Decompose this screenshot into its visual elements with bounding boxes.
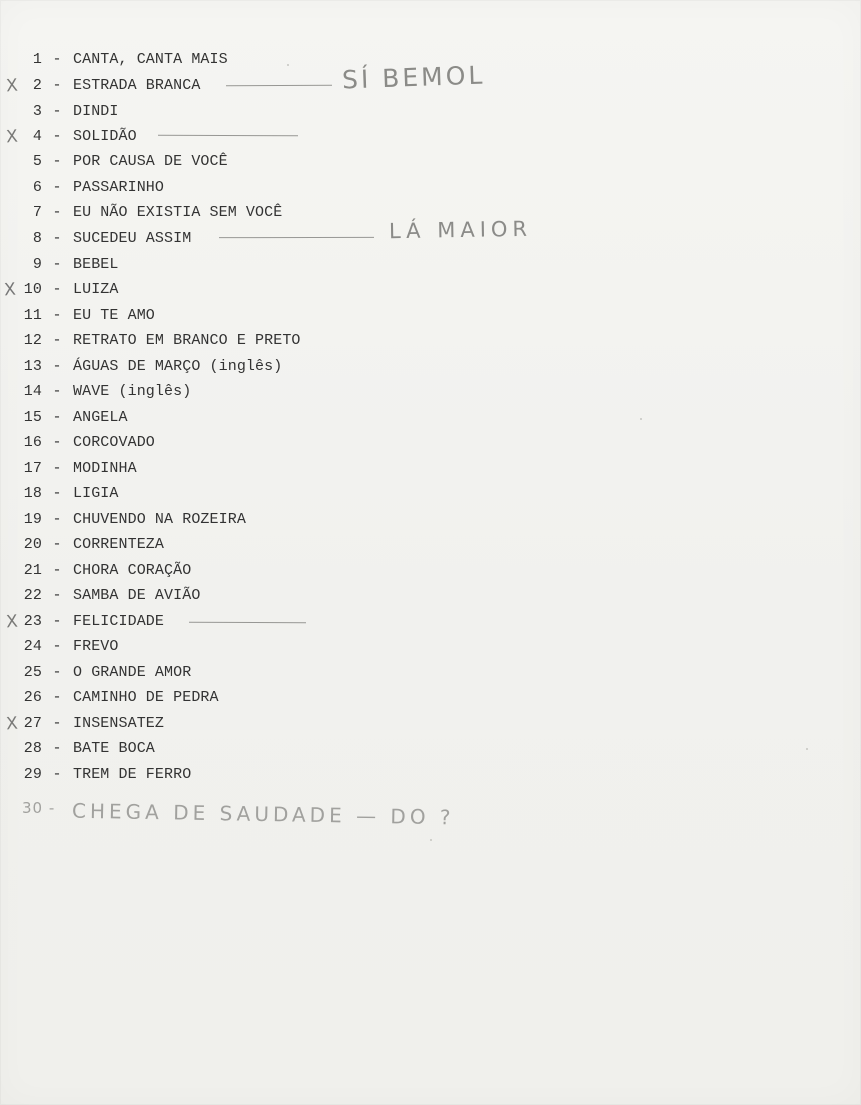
paper-speck — [287, 64, 289, 66]
song-number: 11 — [23, 307, 42, 324]
song-title: CANTA, CANTA MAIS — [73, 51, 228, 68]
song-title: O GRANDE AMOR — [73, 664, 192, 681]
song-separator: - — [52, 332, 62, 349]
song-row-7 — [0, 203, 700, 223]
song-row-8 — [0, 229, 700, 249]
song-title: EU TE AMO — [73, 307, 155, 324]
song-separator: - — [52, 766, 62, 783]
song-row-9 — [0, 255, 700, 275]
song-number: 21 — [23, 562, 42, 579]
song-separator: - — [52, 77, 62, 94]
song-number: 7 — [32, 204, 42, 221]
song-title: ESTRADA BRANCA — [73, 77, 201, 94]
handwritten-song-30 — [22, 797, 462, 837]
song-title: POR CAUSA DE VOCÊ — [73, 153, 228, 170]
pencil-x-mark: X — [5, 611, 19, 633]
song-title: TREM DE FERRO — [73, 766, 192, 783]
pencil-x-mark: X — [5, 126, 19, 148]
song-row-28 — [0, 739, 700, 759]
song-row-26 — [0, 688, 700, 708]
song-row-6 — [0, 178, 700, 198]
song-row-15 — [0, 408, 700, 428]
song-title: LUIZA — [73, 281, 119, 298]
song-separator: - — [52, 383, 62, 400]
song-title: FELICIDADE — [73, 613, 165, 630]
song-title: BATE BOCA — [73, 740, 155, 757]
paper-speck — [806, 748, 808, 750]
song-separator: - — [52, 256, 62, 273]
song-separator: - — [52, 536, 62, 553]
song-title: ÁGUAS DE MARÇO (inglês) — [73, 358, 283, 375]
song-row-23 — [0, 612, 700, 632]
song-separator: - — [52, 664, 62, 681]
song-number: 3 — [32, 103, 42, 120]
paper-speck — [430, 839, 432, 841]
song-separator: - — [52, 358, 62, 375]
song-separator: - — [52, 485, 62, 502]
song-row-20 — [0, 535, 700, 555]
song-separator: - — [52, 281, 62, 298]
song-row-16 — [0, 433, 700, 453]
song-row-10 — [0, 280, 700, 300]
song-number: 13 — [23, 358, 42, 375]
song-title: SOLIDÃO — [73, 128, 137, 145]
song-number: 28 — [23, 740, 42, 757]
song-row-12 — [0, 331, 700, 351]
song-row-29 — [0, 765, 700, 785]
song-number: 29 — [23, 766, 42, 783]
song-row-13 — [0, 357, 700, 377]
song-row-21 — [0, 561, 700, 581]
song-row-24 — [0, 637, 700, 657]
song-number: 14 — [23, 383, 42, 400]
handwritten-note-si-bemol: SÍ BEMOL — [341, 60, 486, 95]
song-number: 4 — [32, 128, 42, 145]
song-title: MODINHA — [73, 460, 137, 477]
song-title: RETRATO EM BRANCO E PRETO — [73, 332, 301, 349]
song-number: 15 — [23, 409, 42, 426]
song-row-27 — [0, 714, 700, 734]
song-separator: - — [52, 511, 62, 528]
song-number: 18 — [23, 485, 42, 502]
song-number: 25 — [23, 664, 42, 681]
song-separator: - — [52, 638, 62, 655]
song-number: 20 — [23, 536, 42, 553]
song-number: 12 — [23, 332, 42, 349]
song-separator: - — [52, 689, 62, 706]
song-row-25 — [0, 663, 700, 683]
paper-speck — [640, 418, 642, 420]
pencil-x-mark: X — [5, 713, 19, 735]
song-title: LIGIA — [73, 485, 119, 502]
song-number: 23 — [23, 613, 42, 630]
song-separator: - — [52, 51, 62, 68]
song-number: 26 — [23, 689, 42, 706]
song-title: INSENSATEZ — [73, 715, 165, 732]
song-row-5 — [0, 152, 700, 172]
song-number: 24 — [23, 638, 42, 655]
song-row-19 — [0, 510, 700, 530]
song-number: 16 — [23, 434, 42, 451]
song-number: 5 — [32, 153, 42, 170]
song-separator: - — [52, 740, 62, 757]
song-separator: - — [52, 103, 62, 120]
pencil-x-mark: X — [5, 75, 19, 97]
song-separator: - — [52, 562, 62, 579]
song-title: BEBEL — [73, 256, 119, 273]
song-row-18 — [0, 484, 700, 504]
song-number: 22 — [23, 587, 42, 604]
song-title: SUCEDEU ASSIM — [73, 230, 192, 247]
handwritten-note-la-maior: LÁ MAIOR — [388, 216, 533, 244]
handwritten-song-title: CHEGA DE SAUDADE — DO ? — [71, 798, 455, 830]
song-separator: - — [52, 204, 62, 221]
song-row-14 — [0, 382, 700, 402]
song-title: CHUVENDO NA ROZEIRA — [73, 511, 246, 528]
song-title: CHORA CORAÇÃO — [73, 562, 192, 579]
song-number: 17 — [23, 460, 42, 477]
song-number: 9 — [32, 256, 42, 273]
song-title: SAMBA DE AVIÃO — [73, 587, 201, 604]
song-title: FREVO — [73, 638, 119, 655]
song-row-3 — [0, 102, 700, 122]
song-title: CAMINHO DE PEDRA — [73, 689, 219, 706]
song-number: 1 — [32, 51, 42, 68]
song-separator: - — [52, 434, 62, 451]
song-row-11 — [0, 306, 700, 326]
song-number: 6 — [32, 179, 42, 196]
song-number: 8 — [32, 230, 42, 247]
song-title: CORCOVADO — [73, 434, 155, 451]
song-separator: - — [52, 179, 62, 196]
song-title: EU NÃO EXISTIA SEM VOCÊ — [73, 204, 283, 221]
song-title: CORRENTEZA — [73, 536, 165, 553]
song-number: 2 — [32, 77, 42, 94]
song-separator: - — [52, 153, 62, 170]
song-title: PASSARINHO — [73, 179, 165, 196]
song-separator: - — [52, 409, 62, 426]
song-title: ANGELA — [73, 409, 128, 426]
song-separator: - — [52, 307, 62, 324]
song-title: DINDI — [73, 103, 119, 120]
song-separator: - — [52, 715, 62, 732]
song-separator: - — [52, 587, 62, 604]
song-separator: - — [52, 613, 62, 630]
song-separator: - — [52, 460, 62, 477]
song-separator: - — [52, 230, 62, 247]
song-number: 10 — [23, 281, 42, 298]
song-title: WAVE (inglês) — [73, 383, 192, 400]
song-number: 27 — [23, 715, 42, 732]
song-separator: - — [52, 128, 62, 145]
song-number: 19 — [23, 511, 42, 528]
song-row-4 — [0, 127, 700, 147]
pencil-x-mark: X — [3, 279, 17, 301]
song-row-22 — [0, 586, 700, 606]
song-row-17 — [0, 459, 700, 479]
handwritten-song-number: 30 - — [22, 799, 56, 817]
